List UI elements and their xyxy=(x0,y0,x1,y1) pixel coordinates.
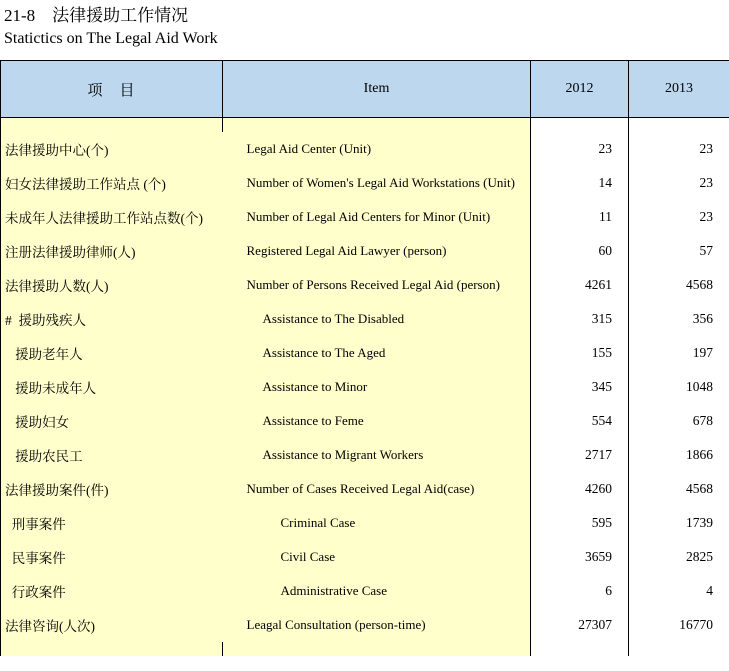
row-value-2012: 554 xyxy=(531,404,629,438)
spacer-cell-en xyxy=(223,118,531,133)
row-label-cn: 注册法律援助律师(人) xyxy=(1,234,223,268)
table-row xyxy=(1,336,729,370)
row-label-en: Assistance to Migrant Workers xyxy=(223,438,531,472)
table-row xyxy=(1,302,729,336)
table-row xyxy=(1,234,729,268)
row-value-2013: 1866 xyxy=(629,438,729,472)
row-value-2013: 23 xyxy=(629,132,729,166)
row-value-2012: 315 xyxy=(531,302,629,336)
row-label-cn: 刑事案件 xyxy=(1,506,223,540)
table-row xyxy=(1,574,729,608)
column-header-year-2013: 2013 xyxy=(629,61,729,118)
row-value-2012: 27307 xyxy=(531,608,629,642)
row-label-cn: 援助未成年人 xyxy=(1,370,223,404)
row-value-2012: 11 xyxy=(531,200,629,234)
row-value-2013: 1739 xyxy=(629,506,729,540)
table-row xyxy=(1,268,729,302)
row-label-en: Assistance to Minor xyxy=(223,370,531,404)
row-label-cn: 援助妇女 xyxy=(1,404,223,438)
row-value-2013: 16770 xyxy=(629,608,729,642)
row-value-2013: 2825 xyxy=(629,540,729,574)
table-row xyxy=(1,200,729,234)
row-label-cn: 法律援助案件(件) xyxy=(1,472,223,506)
table-row xyxy=(1,472,729,506)
row-label-cn: 妇女法律援助工作站点 (个) xyxy=(1,166,223,200)
page-title-cn: 21‑8 法律援助工作情况 xyxy=(4,6,189,25)
row-label-cn: 未成年人法律援助工作站点数(个) xyxy=(1,200,223,234)
row-value-2013: 197 xyxy=(629,336,729,370)
column-header-item-cn: 项 目 xyxy=(1,61,223,118)
row-value-2013: 4 xyxy=(629,574,729,608)
row-label-en: Legal Aid Center (Unit) xyxy=(223,132,531,166)
row-label-cn: 法律援助人数(人) xyxy=(1,268,223,302)
row-label-en: Number of Persons Received Legal Aid (person) xyxy=(223,268,531,302)
table-spacer-row xyxy=(1,118,729,133)
spacer-cell-en xyxy=(223,642,531,656)
table-header xyxy=(1,61,729,118)
row-label-en: Number of Cases Received Legal Aid(case) xyxy=(223,472,531,506)
row-value-2012: 14 xyxy=(531,166,629,200)
spacer-cell-2013 xyxy=(629,642,729,656)
table-header-row xyxy=(1,61,729,118)
row-label-en: Leagal Consultation (person-time) xyxy=(223,608,531,642)
table-row xyxy=(1,540,729,574)
table-row xyxy=(1,404,729,438)
row-label-en: Registered Legal Aid Lawyer (person) xyxy=(223,234,531,268)
legal-aid-statistics-table xyxy=(0,60,729,656)
row-value-2013: 57 xyxy=(629,234,729,268)
row-label-cn: 法律援助中心(个) xyxy=(1,132,223,166)
row-label-cn: 民事案件 xyxy=(1,540,223,574)
table-row xyxy=(1,438,729,472)
row-value-2013: 23 xyxy=(629,166,729,200)
table-row xyxy=(1,132,729,166)
row-label-en: Criminal Case xyxy=(223,506,531,540)
page-title-en: Statictics on The Legal Aid Work xyxy=(4,30,218,47)
row-value-2013: 356 xyxy=(629,302,729,336)
row-label-en: Number of Women's Legal Aid Workstations (Unit) xyxy=(223,166,531,200)
row-value-2012: 4260 xyxy=(531,472,629,506)
row-label-en: Administrative Case xyxy=(223,574,531,608)
row-value-2013: 1048 xyxy=(629,370,729,404)
row-label-cn: # 援助残疾人 xyxy=(1,302,223,336)
row-label-cn: 援助农民工 xyxy=(1,438,223,472)
row-value-2012: 23 xyxy=(531,132,629,166)
row-value-2012: 4261 xyxy=(531,268,629,302)
row-label-cn: 法律咨询(人次) xyxy=(1,608,223,642)
column-header-item-en: Item xyxy=(223,61,531,118)
spacer-cell-2012 xyxy=(531,118,629,133)
table-row xyxy=(1,370,729,404)
row-value-2012: 2717 xyxy=(531,438,629,472)
row-label-en: Civil Case xyxy=(223,540,531,574)
table-row xyxy=(1,506,729,540)
spacer-cell-2013 xyxy=(629,118,729,133)
table-body xyxy=(1,118,729,657)
row-label-en: Number of Legal Aid Centers for Minor (Unit) xyxy=(223,200,531,234)
row-value-2012: 345 xyxy=(531,370,629,404)
row-label-cn: 行政案件 xyxy=(1,574,223,608)
row-value-2012: 595 xyxy=(531,506,629,540)
row-label-en: Assistance to The Disabled xyxy=(223,302,531,336)
row-label-en: Assistance to The Aged xyxy=(223,336,531,370)
table-row xyxy=(1,166,729,200)
row-label-cn: 援助老年人 xyxy=(1,336,223,370)
table-spacer-row xyxy=(1,642,729,656)
spacer-cell-cn xyxy=(1,642,223,656)
title-block xyxy=(0,0,729,50)
row-value-2012: 60 xyxy=(531,234,629,268)
row-value-2012: 6 xyxy=(531,574,629,608)
column-header-year-2012: 2012 xyxy=(531,61,629,118)
row-value-2012: 3659 xyxy=(531,540,629,574)
row-value-2013: 23 xyxy=(629,200,729,234)
row-value-2013: 4568 xyxy=(629,268,729,302)
row-value-2013: 4568 xyxy=(629,472,729,506)
spacer-cell-cn xyxy=(1,118,223,133)
row-label-en: Assistance to Feme xyxy=(223,404,531,438)
spacer-cell-2012 xyxy=(531,642,629,656)
table-row xyxy=(1,608,729,642)
row-value-2012: 155 xyxy=(531,336,629,370)
row-value-2013: 678 xyxy=(629,404,729,438)
